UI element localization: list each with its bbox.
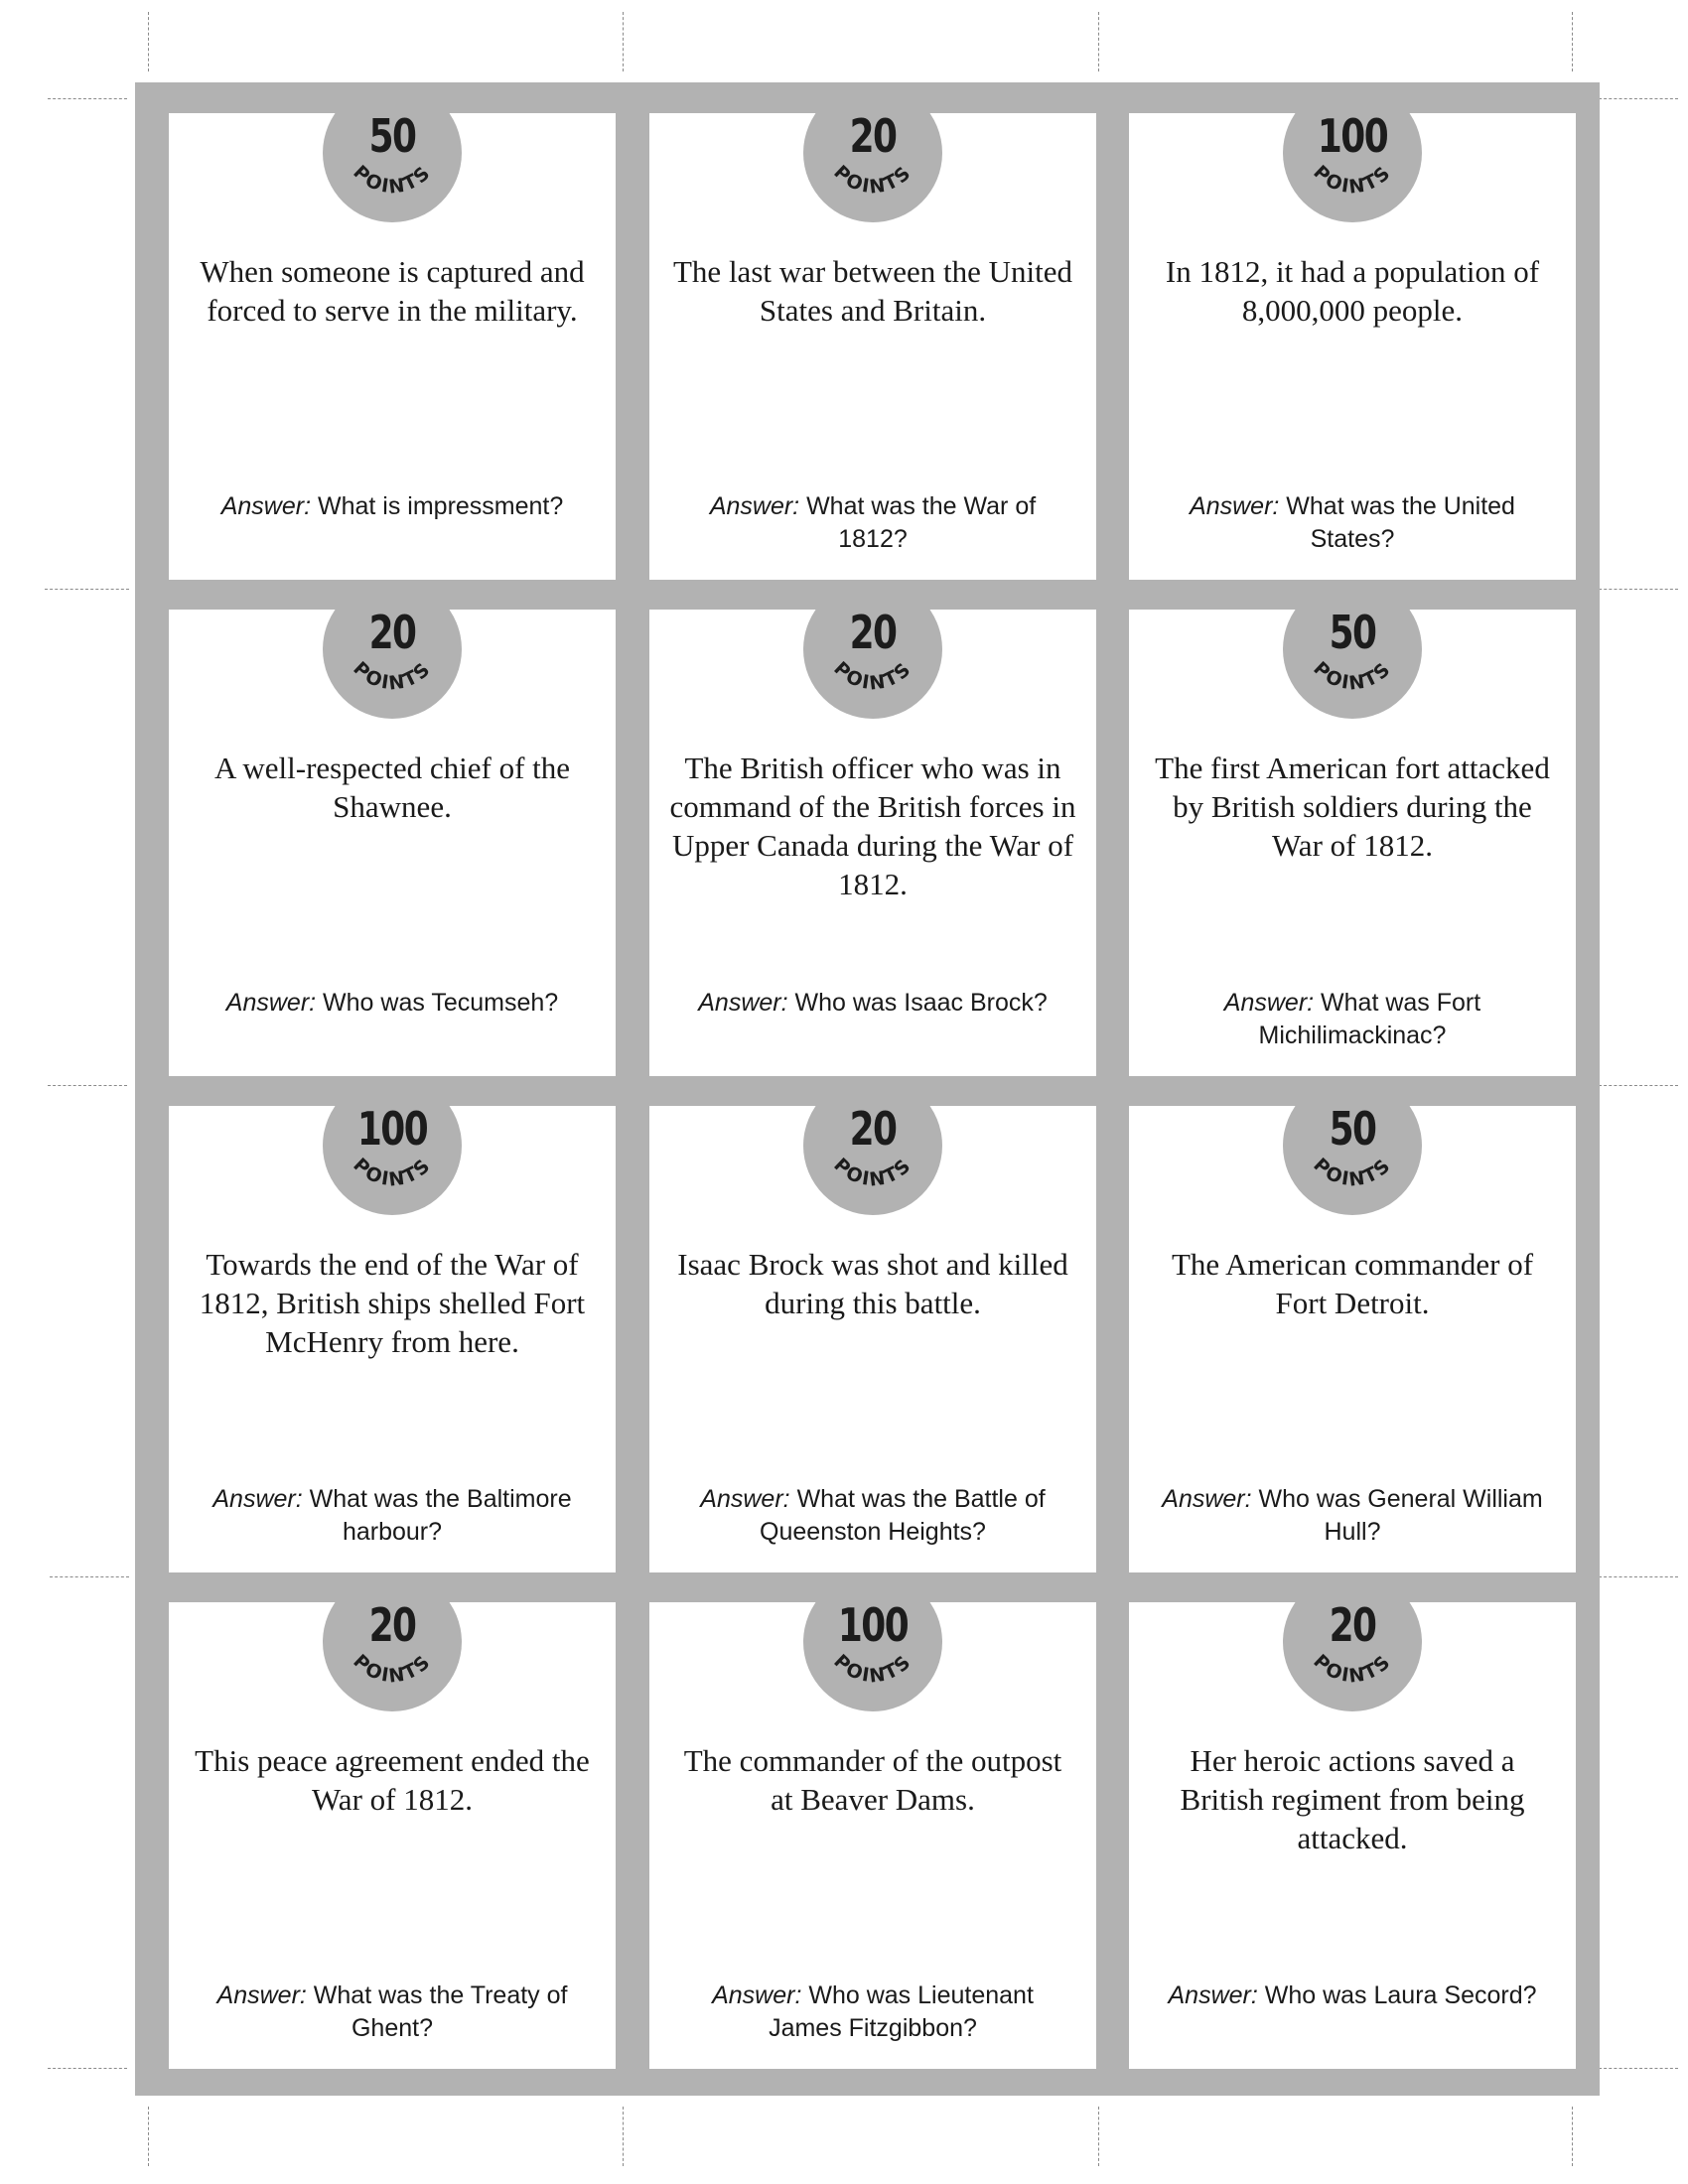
answer-label: Answer: (212, 1485, 303, 1513)
answer-label: Answer: (220, 492, 312, 520)
answer-value: Who was Lieutenant James Fitzgibbon? (769, 1981, 1034, 2042)
answer-text (199, 1483, 586, 1549)
clue-text: Isaac Brock was shot and killed during this battle. (677, 1247, 1068, 1320)
answer-label: Answer: (709, 492, 800, 520)
clue-text: The commander of the outpost at Beaver Dams. (683, 1743, 1062, 1817)
clue-text: When someone is captured and forced to serve in the military. (200, 254, 585, 328)
points-badge (803, 113, 942, 222)
points-value: 20 (1329, 1602, 1376, 1652)
answer-text (199, 490, 586, 523)
answer-value: What was the Baltimore harbour? (309, 1485, 572, 1546)
answer-value: Who was Tecumseh? (323, 989, 559, 1017)
answer-value: What was the Treaty of Ghent? (313, 1981, 568, 2042)
points-word-arc (1283, 1106, 1422, 1215)
answer-value: What was the Battle of Queenston Heights? (760, 1485, 1046, 1546)
points-value: 100 (1317, 113, 1388, 163)
trivia-card (649, 610, 1096, 1076)
points-word-arc (803, 1106, 942, 1215)
points-word: POINTS (349, 161, 436, 199)
answer-text (1159, 1483, 1546, 1549)
clue-text: Her heroic actions saved a British regiment from being attacked. (1180, 1743, 1525, 1855)
answer-text (679, 1483, 1066, 1549)
trivia-card (1129, 113, 1576, 580)
answer-label: Answer: (216, 1981, 307, 2009)
trivia-card (169, 113, 616, 580)
points-word-arc (1283, 113, 1422, 222)
points-word: POINTS (829, 1650, 916, 1688)
points-badge (1283, 1106, 1422, 1215)
answer-text (1159, 490, 1546, 556)
points-value: 50 (1329, 610, 1376, 659)
clue-text: In 1812, it had a population of 8,000,000 people. (1165, 254, 1540, 328)
answer-label: Answer: (700, 1485, 790, 1513)
cut-line-vertical (148, 2107, 149, 2166)
answer-text (1159, 987, 1546, 1052)
cut-line-vertical (623, 2107, 624, 2166)
cut-line-horizontal (1599, 98, 1678, 99)
points-badge (1283, 610, 1422, 719)
svg-text:POINTS (349, 1154, 435, 1190)
answer-label: Answer: (1168, 1981, 1258, 2009)
svg-text:POINTS (829, 657, 915, 694)
cut-line-vertical (1572, 2107, 1573, 2166)
cut-line-horizontal (45, 589, 129, 590)
points-word-arc (1283, 1602, 1422, 1711)
svg-text:POINTS (349, 657, 435, 694)
cut-line-vertical (148, 12, 149, 71)
clue-text: The American commander of Fort Detroit. (1171, 1247, 1534, 1320)
points-word-arc (323, 1602, 462, 1711)
trivia-card (169, 1602, 616, 2069)
trivia-card (649, 1106, 1096, 1572)
points-badge (1283, 113, 1422, 222)
clue-text: The last war between the United States and Britain. (673, 254, 1072, 328)
points-badge (803, 1106, 942, 1215)
svg-text:POINTS (829, 161, 915, 198)
svg-text:POINTS (349, 1650, 435, 1687)
svg-text:POINTS (829, 1650, 915, 1687)
answer-text (679, 1979, 1066, 2045)
trivia-card (169, 1106, 616, 1572)
answer-label: Answer: (1162, 1485, 1252, 1513)
trivia-card (649, 113, 1096, 580)
trivia-card (1129, 610, 1576, 1076)
cut-line-vertical (1098, 2107, 1099, 2166)
answer-text (1159, 1979, 1546, 2012)
svg-text:POINTS (1309, 657, 1395, 694)
points-badge (803, 1602, 942, 1711)
points-value: 100 (837, 1602, 909, 1652)
svg-text:POINTS (829, 1154, 915, 1190)
answer-text (199, 987, 586, 1020)
points-word: POINTS (349, 1154, 436, 1191)
clue-text: Towards the end of the War of 1812, British ships shelled Fort McHenry from here. (199, 1247, 586, 1359)
answer-value: Who was Isaac Brock? (794, 989, 1048, 1017)
points-badge (803, 610, 942, 719)
points-word: POINTS (1309, 161, 1396, 199)
points-badge (323, 610, 462, 719)
answer-label: Answer: (712, 1981, 802, 2009)
points-value: 20 (849, 610, 897, 659)
cut-line-vertical (623, 12, 624, 71)
cut-line-vertical (1572, 12, 1573, 71)
answer-value: What was the United States? (1286, 492, 1515, 553)
trivia-card (649, 1602, 1096, 2069)
cut-line-horizontal (1599, 1576, 1678, 1577)
points-value: 50 (368, 113, 416, 163)
points-badge (323, 1602, 462, 1711)
points-word-arc (323, 1106, 462, 1215)
cut-line-horizontal (1594, 589, 1678, 590)
cut-line-horizontal (48, 1085, 127, 1086)
trivia-card (169, 610, 616, 1076)
points-word-arc (323, 113, 462, 222)
svg-text:POINTS (349, 161, 435, 198)
cut-line-horizontal (1599, 2068, 1678, 2069)
points-word: POINTS (349, 657, 436, 695)
points-word: POINTS (1309, 657, 1396, 695)
cut-line-horizontal (48, 2068, 127, 2069)
answer-value: What was Fort Michilimackinac? (1258, 989, 1481, 1049)
points-value: 20 (368, 610, 416, 659)
points-word-arc (803, 113, 942, 222)
answer-label: Answer: (1190, 492, 1280, 520)
answer-value: What is impressment? (317, 492, 564, 520)
answer-text (679, 490, 1066, 556)
svg-text:POINTS (1309, 1154, 1395, 1190)
points-word-arc (1283, 610, 1422, 719)
points-word: POINTS (1309, 1650, 1396, 1688)
clue-text: The first American fort attacked by British soldiers during the War of 1812. (1155, 751, 1550, 863)
answer-label: Answer: (1223, 989, 1315, 1017)
points-value: 100 (356, 1106, 428, 1156)
trivia-card (1129, 1602, 1576, 2069)
points-word: POINTS (829, 657, 916, 695)
cut-line-horizontal (48, 98, 127, 99)
answer-value: Who was Laura Secord? (1264, 1981, 1537, 2009)
points-value: 50 (1329, 1106, 1376, 1156)
points-value: 20 (849, 1106, 897, 1156)
trivia-card (1129, 1106, 1576, 1572)
points-value: 20 (849, 113, 897, 163)
points-word: POINTS (829, 1154, 916, 1191)
points-badge (323, 1106, 462, 1215)
points-badge (323, 113, 462, 222)
answer-value: What was the War of 1812? (806, 492, 1037, 553)
answer-text (679, 987, 1066, 1020)
answer-label: Answer: (698, 989, 788, 1017)
svg-text:POINTS (1309, 161, 1395, 198)
points-word: POINTS (1309, 1154, 1396, 1191)
cut-line-horizontal (50, 1576, 129, 1577)
cut-line-vertical (1098, 12, 1099, 71)
points-word-arc (323, 610, 462, 719)
answer-value: Who was General William Hull? (1258, 1485, 1543, 1546)
points-word: POINTS (349, 1650, 436, 1688)
cut-line-horizontal (1599, 1085, 1678, 1086)
points-word-arc (803, 1602, 942, 1711)
clue-text: A well-respected chief of the Shawnee. (213, 751, 571, 824)
clue-text: The British officer who was in command of the British forces in Upper Canada during the War of 1812. (669, 751, 1076, 901)
points-value: 20 (368, 1602, 416, 1652)
points-word: POINTS (829, 161, 916, 199)
points-badge (1283, 1602, 1422, 1711)
clue-text: This peace agreement ended the War of 1812. (195, 1743, 590, 1817)
points-word-arc (803, 610, 942, 719)
answer-label: Answer: (225, 989, 317, 1017)
answer-text (199, 1979, 586, 2045)
svg-text:POINTS (1309, 1650, 1395, 1687)
